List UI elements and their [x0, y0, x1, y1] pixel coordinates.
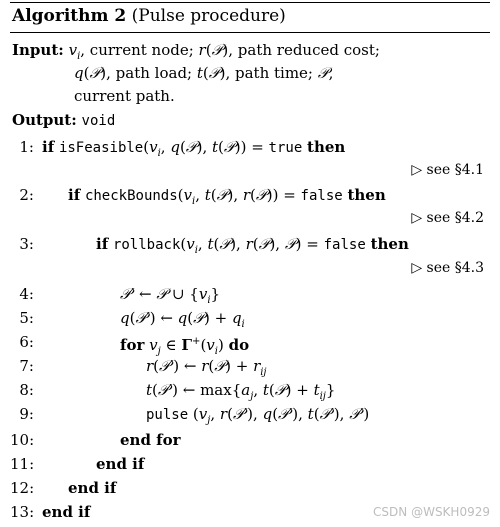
- watermark: CSDN @WSKH0929: [373, 505, 490, 519]
- line-number: 7:: [19, 357, 34, 375]
- code-line-11: end if: [96, 455, 145, 473]
- line-number: 1:: [19, 138, 34, 156]
- code-line-10: end for: [120, 431, 181, 449]
- top-rule: [10, 2, 490, 3]
- code-line-4: 𝒫′ ← 𝒫 ∪ $\{v_i\}$: [120, 285, 221, 306]
- comment-line-2: ▷ see §4.2: [411, 210, 484, 226]
- algorithm-label: Algorithm 2: [12, 6, 127, 26]
- line-number: 10:: [10, 431, 35, 449]
- code-line-8: t(𝒫′) ← $\max\{a_j$, t(𝒫) + $t_{ij}$}: [146, 381, 336, 402]
- line-number: 11:: [10, 455, 35, 473]
- line-number: 13:: [10, 503, 35, 521]
- input-line-1-text: $v_i$: [68, 41, 81, 62]
- output-label: Output:: [12, 111, 77, 129]
- line-number: 3:: [19, 235, 34, 253]
- input-line-3: [74, 86, 175, 106]
- comment-line-1: ▷ see §4.1: [411, 162, 484, 178]
- output-value: void: [81, 113, 116, 129]
- line-number: 6:: [19, 333, 34, 351]
- line-number: 12:: [10, 479, 35, 497]
- code-line-3: if $rollback(v_i$, t(𝒫), r(𝒫), 𝒫) = false then: [96, 235, 409, 256]
- code-line-1: if $isFeasible(v_i$, q(𝒫), t(𝒫)) = true then: [42, 138, 346, 159]
- code-line-7: r(𝒫′) ← r(𝒫) + $r_{ij}$: [146, 357, 267, 378]
- input-line-3-text: current path.: [74, 87, 175, 105]
- output-line: [12, 110, 115, 131]
- code-line-2: if $checkBounds(v_i$, t(𝒫), r(𝒫)) = false then: [68, 186, 386, 207]
- code-line-12: end if: [68, 479, 117, 497]
- title-rule: [10, 32, 490, 33]
- line-number: 8:: [19, 381, 34, 399]
- algorithm-name: (Pulse procedure): [131, 6, 286, 26]
- code-line-9: pulse ($v_j$, r(𝒫′), q(𝒫′), t(𝒫′), 𝒫′): [146, 405, 370, 426]
- line-number: 5:: [19, 309, 34, 327]
- line-number: 4:: [19, 285, 34, 303]
- input-line-2: q(𝒫), path load; t(𝒫), path time; 𝒫,: [74, 64, 334, 82]
- comment-line-3: ▷ see §4.3: [411, 260, 484, 276]
- input-label: Input:: [12, 41, 64, 59]
- code-line-13: end if: [42, 503, 91, 521]
- line-number: 9:: [19, 405, 34, 423]
- line-number: 2:: [19, 186, 34, 204]
- algorithm-title: [12, 6, 286, 26]
- code-line-6: for $v_j$ ∈ $\Gamma^+(v_i)$ do: [120, 336, 250, 357]
- input-line-1: Input: $v_i$, current node; r(𝒫), path reduced cost;: [12, 41, 380, 62]
- code-line-5: q(𝒫′) ← q(𝒫) + $q_i$: [120, 309, 245, 330]
